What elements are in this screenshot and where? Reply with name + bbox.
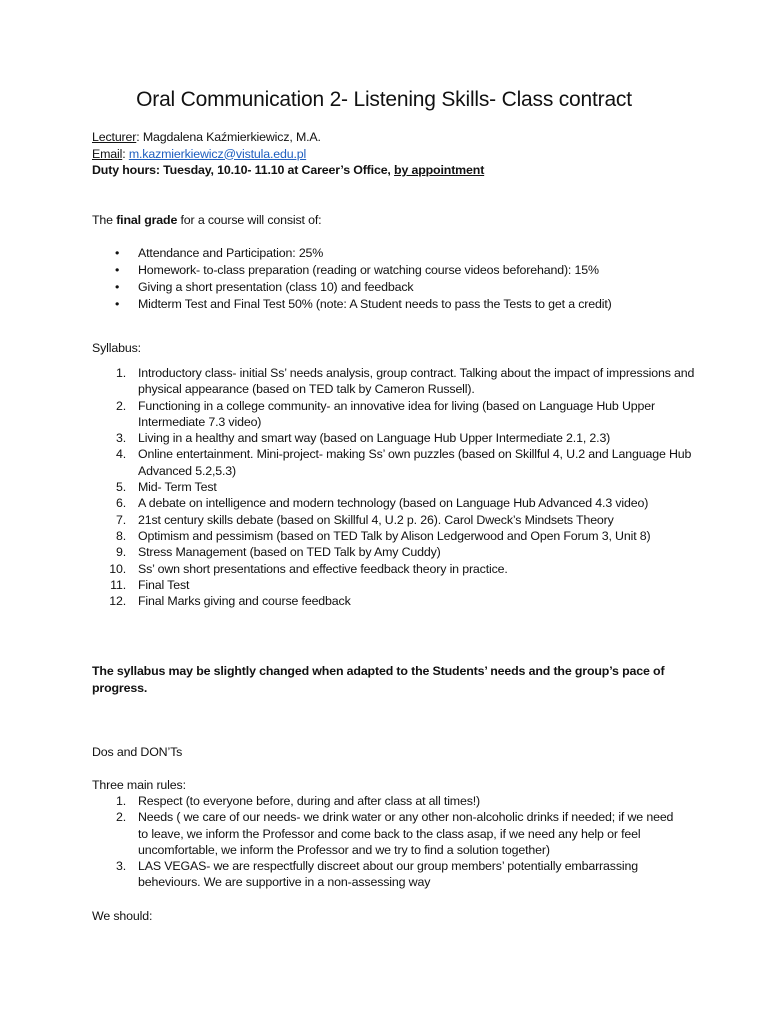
syllabus-note: The syllabus may be slightly changed when adapted to the Students’ needs and the group’s pace of progress.: [92, 664, 665, 695]
lecturer-label: Lecturer: [92, 130, 137, 144]
bullet-icon: •: [115, 297, 120, 311]
list-item: [112, 262, 712, 279]
grade-item-text: Giving a short presentation (class 10) and feedback: [138, 280, 414, 294]
item-text: Final Marks giving and course feedback: [138, 594, 351, 609]
list-item: [100, 512, 698, 528]
contact-info: [92, 129, 692, 179]
syllabus-heading: Syllabus:: [92, 341, 141, 355]
email-label: Email: [92, 146, 123, 161]
list-item: [100, 577, 698, 593]
lecturer-line: [92, 129, 692, 146]
item-text: Stress Management (based on TED Talk by Amy Cuddy): [138, 545, 441, 560]
rules-heading: Three main rules:: [92, 778, 186, 792]
grade-intro-bold: final grade: [116, 213, 178, 227]
grade-components-list: [112, 245, 712, 313]
item-text: Online entertainment. Mini-project- making Ss’ own puzzles (based on Skillful 4, U.2 and Language Hub Advanced 5.2,5.3): [138, 447, 692, 478]
item-number: 2.: [115, 398, 126, 413]
email-line: [92, 146, 692, 163]
list-item: [100, 858, 678, 891]
list-item: [112, 245, 712, 262]
list-item: [100, 809, 678, 858]
grade-item-text: Attendance and Participation: 25%: [138, 246, 324, 260]
dos-donts-heading: Dos and DON’Ts: [92, 745, 183, 759]
email-link[interactable]: m.kazmierkiewicz@vistula.edu.pl: [128, 146, 307, 161]
list-item: [100, 446, 698, 479]
item-number: 8.: [115, 528, 126, 543]
grade-item-text: Midterm Test and Final Test 50% (note: A Student needs to pass the Tests to get a credit): [138, 297, 612, 311]
item-number: 10.: [109, 561, 126, 576]
item-text: Ss’ own short presentations and effective feedback theory in practice.: [138, 561, 508, 576]
list-item: [112, 296, 712, 313]
bullet-icon: •: [115, 280, 120, 294]
grade-intro-pre: The: [92, 213, 117, 227]
syllabus-list: [100, 365, 700, 609]
item-text: Introductory class- initial Ss’ needs analysis, group contract. Talking about the impact of impressions and physical appearance (based on TED talk by Cameron Russell).: [138, 366, 695, 397]
item-text: 21st century skills debate (based on Skillful 4, U.2 p. 26). Carol Dweck’s Mindsets Theory: [138, 512, 614, 527]
email-separator: :: [122, 146, 129, 161]
item-text: LAS VEGAS- we are respectfully discreet about our group members’ potentially embarrassing beheviours. We are supportive in a non-assessing way: [138, 859, 638, 890]
list-item: [100, 365, 698, 398]
grade-intro: [92, 212, 692, 229]
list-item: [100, 793, 678, 809]
item-text: Optimism and pessimism (based on TED Talk by Alison Ledgerwood and Open Forum 3, Unit 8): [138, 528, 651, 543]
item-text: Mid- Term Test: [138, 480, 217, 495]
item-number: 1.: [115, 794, 126, 808]
item-number: 1.: [115, 366, 126, 380]
item-number: 2.: [115, 810, 126, 825]
we-should-heading: We should:: [92, 909, 153, 923]
list-item: [100, 544, 698, 560]
duty-hours-text: Duty hours: Tuesday, 10.10- 11.10 at Career’s Office,: [92, 163, 395, 177]
item-text: Needs ( we care of our needs- we drink water or any other non-alcoholic drinks if needed; if we need to leave, we inform the Professor and come back to the class asap, if we need any help or feel uncomfortable, we inform the Professor and we try to find a solution together): [138, 810, 674, 857]
item-text: Living in a healthy and smart way (based on Language Hub Upper Intermediate 2.1, 2.3): [138, 431, 611, 446]
duty-hours-appointment: by appointment: [394, 163, 485, 177]
item-number: 4.: [115, 447, 126, 462]
item-number: 11.: [110, 577, 126, 592]
list-item: [100, 561, 698, 577]
item-number: 7.: [115, 512, 126, 527]
grade-item-text: Homework- to-class preparation (reading or watching course videos beforehand): 15%: [138, 263, 599, 277]
lecturer-value: : Magdalena Kaźmierkiewicz, M.A.: [136, 130, 321, 144]
list-item: [100, 495, 698, 511]
item-text: Final Test: [138, 577, 190, 592]
list-item: [100, 528, 698, 544]
item-number: 3.: [115, 431, 126, 446]
item-number: 3.: [115, 859, 126, 874]
item-number: 5.: [115, 480, 126, 495]
page-title: Oral Communication 2- Listening Skills- Class contract: [136, 88, 632, 111]
item-text: Functioning in a college community- an innovative idea for living (based on Language Hub Upper Intermediate 7.3 video): [138, 398, 655, 429]
item-number: 9.: [115, 545, 126, 560]
grade-intro-post: for a course will consist of:: [177, 213, 322, 227]
list-item: [100, 398, 698, 431]
item-number: 6.: [115, 496, 126, 511]
list-item: [112, 279, 712, 296]
duty-hours-line: [92, 162, 692, 179]
list-item: [100, 430, 698, 446]
item-number: 12.: [109, 594, 126, 609]
item-text: Respect (to everyone before, during and after class at all times!): [138, 794, 481, 808]
list-item: [100, 593, 698, 609]
bullet-icon: •: [115, 263, 120, 277]
bullet-icon: •: [115, 246, 120, 260]
item-text: A debate on intelligence and modern technology (based on Language Hub Advanced 4.3 video): [138, 496, 649, 511]
list-item: [100, 479, 698, 495]
rules-list: [100, 793, 700, 891]
